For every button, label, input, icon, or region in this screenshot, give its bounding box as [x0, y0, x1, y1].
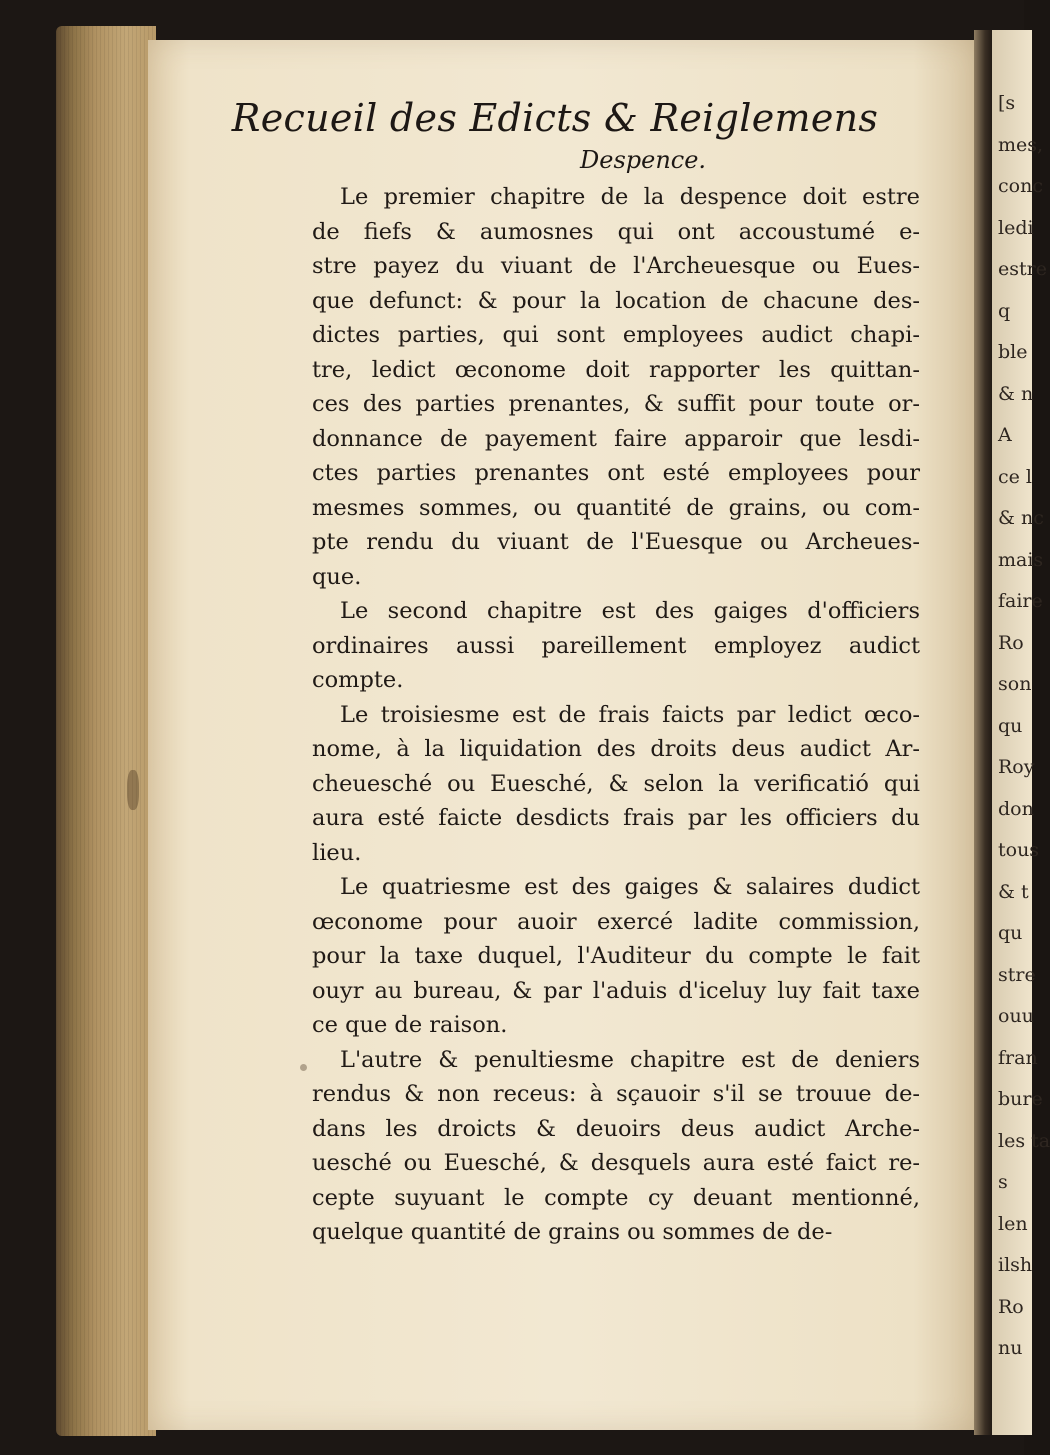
facing-page-fragment: & n	[998, 382, 1034, 405]
facing-page-fragment: & nc	[998, 507, 1044, 529]
paragraph	[312, 698, 920, 871]
text-line: uesché ou Euesché, & desquels aura esté faict re-	[312, 1150, 920, 1176]
text-line: tre, ledict œconome doit rapporter les quittan-	[312, 356, 920, 383]
text-line: Le second chapitre est des gaiges d'officiers	[340, 598, 920, 624]
facing-page-fragment: Roy	[998, 756, 1035, 778]
text-line: dictes parties, qui sont employees audict chapi-	[312, 322, 920, 348]
section-heading: Despence.	[580, 146, 707, 174]
ink-spot	[127, 770, 139, 810]
book-gutter	[974, 30, 994, 1435]
facing-page-fragment: mais	[998, 548, 1044, 571]
paragraph	[312, 1043, 920, 1250]
text-line: ouyr au bureau, & par l'aduis d'iceluy luy fait taxe	[312, 977, 920, 1004]
facing-page-fragment: ledi	[998, 216, 1034, 239]
text-line: œconome pour auoir exercé ladite commission,	[312, 908, 920, 935]
facing-page-fragment: qu	[998, 714, 1023, 737]
text-line: ce que de raison.	[312, 1012, 508, 1038]
paragraph	[312, 180, 920, 594]
facing-page-fragment: nu	[998, 1337, 1023, 1359]
facing-page-fragment: Ro	[998, 1295, 1024, 1318]
facing-page-fragment: son	[998, 673, 1032, 695]
text-line: Le troisiesme est de frais faicts par ledict œco-	[340, 701, 920, 728]
facing-page-fragment: bure	[998, 1088, 1043, 1110]
facing-page-edge	[992, 30, 1050, 1435]
text-line: pour la taxe duquel, l'Auditeur du compte le fait	[312, 943, 920, 969]
text-line: L'autre & penultiesme chapitre est de deniers	[340, 1046, 920, 1073]
text-line: cepte suyuant le compte cy deuant mentionné,	[312, 1184, 920, 1211]
text-line: ordinaires aussi pareillement employez audict	[312, 632, 920, 659]
paragraph	[312, 594, 920, 698]
text-line: nome, à la liquidation des droits deus audict Ar-	[312, 736, 920, 762]
text-line: que defunct: & pour la location de chacune des-	[312, 287, 920, 314]
facing-page-fragment: s	[998, 1171, 1008, 1193]
text-line: stre payez du viuant de l'Archeuesque ou Eues-	[312, 253, 920, 279]
ink-spot	[300, 1064, 307, 1071]
text-line: Le quatriesme est des gaiges & salaires dudict	[340, 874, 920, 900]
text-line: lieu.	[312, 839, 362, 866]
body-text	[312, 180, 920, 1250]
book-fore-edge	[56, 26, 156, 1436]
text-line: de fiefs & aumosnes qui ont accoustumé e-	[312, 218, 920, 245]
text-line: dans les droicts & deuoirs deus audict Arche-	[312, 1115, 920, 1142]
text-line: mesmes sommes, ou quantité de grains, ou com-	[312, 494, 920, 521]
facing-page-fragment: les ta	[998, 1129, 1050, 1152]
facing-page-fragment: stre	[998, 963, 1036, 986]
facing-page-fragment: tous	[998, 839, 1040, 861]
running-head: Recueil des Edicts & Reiglemens	[231, 96, 879, 140]
facing-page-fragment: ce l	[998, 465, 1033, 488]
text-line: compte.	[312, 667, 404, 693]
facing-page-fragment: q	[998, 299, 1011, 322]
text-line: ctes parties prenantes ont esté employees pour	[312, 460, 920, 486]
facing-page-fragment: qu	[998, 922, 1023, 944]
text-line: ces des parties prenantes, & suffit pour toute or-	[312, 391, 920, 417]
facing-page-fragment: estre	[998, 258, 1047, 280]
facing-page-fragment: ouu	[998, 1005, 1034, 1027]
facing-page-fragment: faire	[998, 590, 1043, 612]
facing-page-fragment: & t	[998, 880, 1029, 903]
text-line: quelque quantité de grains ou sommes de de-	[312, 1219, 833, 1245]
facing-page-fragment: ilsh	[998, 1254, 1033, 1276]
facing-page-fragment: ble	[998, 341, 1028, 363]
text-line: que.	[312, 563, 362, 590]
facing-page-fragment: fran	[998, 1046, 1038, 1069]
facing-page-fragment: len	[998, 1212, 1028, 1235]
facing-page-fragment: mes,	[998, 133, 1044, 156]
facing-page-fragment: A	[998, 424, 1012, 446]
paragraph	[312, 870, 920, 1043]
text-line: pte rendu du viuant de l'Euesque ou Archeues-	[312, 529, 920, 555]
text-line: rendus & non receus: à sçauoir s'il se trouue de-	[312, 1081, 920, 1107]
facing-page-fragment: [s	[998, 92, 1016, 114]
text-line: donnance de payement faire apparoir que lesdi-	[312, 425, 920, 452]
facing-page-fragment: Ro	[998, 631, 1024, 654]
text-line: cheuesché ou Euesché, & selon la verificatió qui	[312, 770, 920, 797]
text-line: Le premier chapitre de la despence doit estre	[340, 184, 920, 210]
text-line: aura esté faicte desdicts frais par les officiers du	[312, 805, 920, 831]
facing-page-fragment: don	[998, 797, 1034, 820]
facing-page-fragment: conc	[998, 175, 1043, 197]
